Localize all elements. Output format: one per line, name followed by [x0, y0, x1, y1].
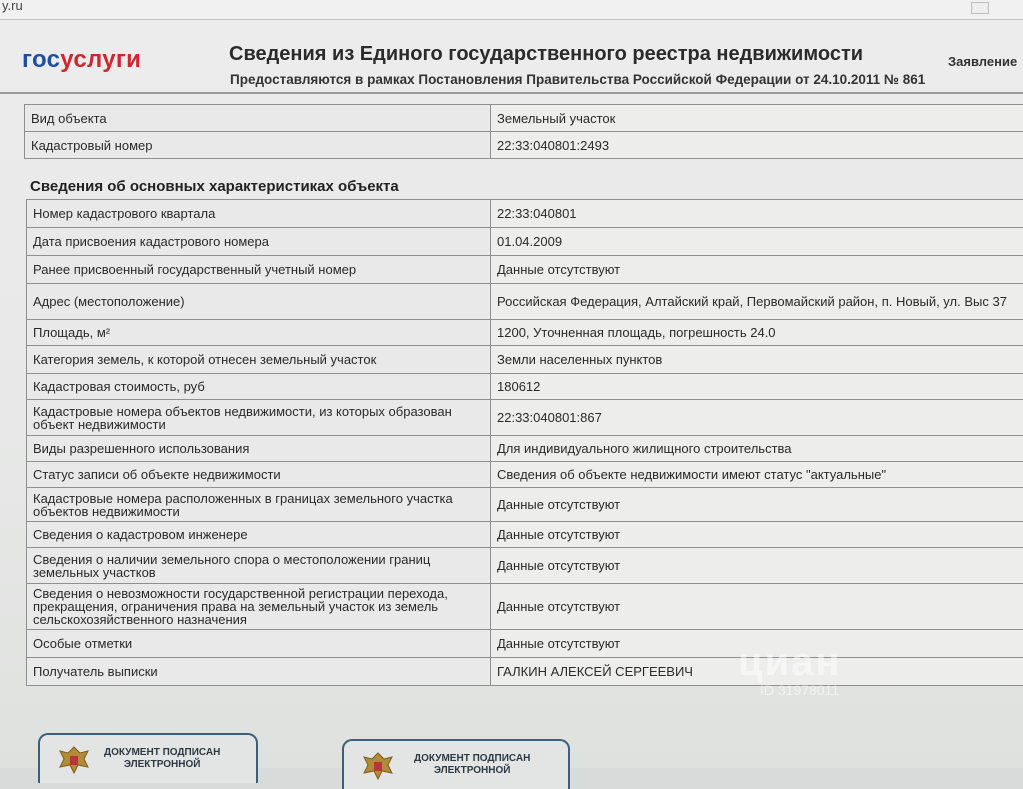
row-label: Особые отметки [27, 630, 491, 658]
row-value: ГАЛКИН АЛЕКСЕЙ СЕРГЕЕВИЧ [491, 658, 1023, 686]
watermark-id: ID 31978011 [760, 682, 839, 698]
row-label: Получатель выписки [27, 658, 491, 686]
page-title: Сведения из Единого государственного реестра недвижимости [229, 43, 863, 66]
stamp-text [104, 747, 220, 771]
signature-stamp-1 [38, 733, 258, 783]
stamp-line2: ЭЛЕКТРОННОЙ [434, 765, 511, 776]
row-label: Ранее присвоенный государственный учетный номер [27, 256, 491, 284]
table-row [27, 488, 1023, 522]
row-label: Кадастровый номер [25, 132, 491, 159]
row-label: Адрес (местоположение) [27, 284, 491, 320]
page-subtitle: Предоставляются в рамках Постановления Правительства Российской Федерации от 24.10.2011 № 861 [230, 72, 925, 87]
stamp-line1: ДОКУМЕНТ ПОДПИСАН [414, 753, 530, 764]
row-label: Кадастровые номера объектов недвижимости, из которых образован объект недвижимости [27, 400, 491, 436]
row-label: Виды разрешенного использования [27, 436, 491, 462]
row-value: 22:33:040801 [491, 200, 1023, 228]
table-row [27, 522, 1023, 548]
table-row [25, 105, 1023, 132]
emblem-icon [358, 749, 398, 783]
row-value: Данные отсутствуют [491, 488, 1023, 522]
table-row [27, 584, 1023, 630]
table-row [27, 346, 1023, 374]
logo-part-gos: гос [22, 46, 60, 73]
object-table [24, 104, 1023, 159]
table-row [27, 320, 1023, 346]
browser-top-bar [0, 0, 1023, 20]
statement-link[interactable]: Заявление [948, 54, 1017, 69]
row-label: Площадь, м² [27, 320, 491, 346]
row-value: 1200, Уточненная площадь, погрешность 24.0 [491, 320, 1023, 346]
row-label: Сведения о невозможности государственной регистрации перехода, прекращения, ограничения права на земельный участок из земель сельскохозяйственного назначения [27, 584, 491, 630]
row-label: Номер кадастрового квартала [27, 200, 491, 228]
stamp-text [414, 753, 530, 777]
table-row [27, 436, 1023, 462]
characteristics-table [26, 199, 1023, 686]
row-value: Сведения об объекте недвижимости имеют статус "актуальные" [491, 462, 1023, 488]
table-row [27, 374, 1023, 400]
row-label: Сведения о наличии земельного спора о местоположении границ земельных участков [27, 548, 491, 584]
row-label: Статус записи об объекте недвижимости [27, 462, 491, 488]
row-value: Данные отсутствуют [491, 584, 1023, 630]
row-value: Для индивидуального жилищного строительства [491, 436, 1023, 462]
address-fragment: y.ru [2, 0, 23, 13]
row-label: Кадастровая стоимость, руб [27, 374, 491, 400]
table-row [27, 658, 1023, 686]
row-label: Сведения о кадастровом инженере [27, 522, 491, 548]
table-row [27, 200, 1023, 228]
row-value: Российская Федерация, Алтайский край, Первомайский район, п. Новый, ул. Выс 37 [491, 284, 1023, 320]
table-row [27, 256, 1023, 284]
row-value: Данные отсутствуют [491, 630, 1023, 658]
gosuslugi-logo[interactable] [22, 46, 141, 74]
row-label: Дата присвоения кадастрового номера [27, 228, 491, 256]
logo-part-uslugi: услуги [60, 46, 141, 73]
header-divider [0, 92, 1023, 94]
row-value: Данные отсутствуют [491, 522, 1023, 548]
row-value: 01.04.2009 [491, 228, 1023, 256]
row-value: 180612 [491, 374, 1023, 400]
row-value: Земельный участок [491, 105, 1023, 132]
row-label: Категория земель, к которой отнесен земельный участок [27, 346, 491, 374]
table-row [27, 462, 1023, 488]
table-row [27, 284, 1023, 320]
section-title: Сведения об основных характеристиках объекта [30, 178, 399, 195]
row-label: Кадастровые номера расположенных в границах земельного участка объектов недвижимости [27, 488, 491, 522]
table-row [27, 630, 1023, 658]
row-label: Вид объекта [25, 105, 491, 132]
row-value: 22:33:040801:867 [491, 400, 1023, 436]
watermark-brand: циан [738, 640, 842, 685]
document-page [0, 20, 1023, 768]
row-value: 22:33:040801:2493 [491, 132, 1023, 159]
emblem-icon [54, 743, 94, 777]
table-row [27, 548, 1023, 584]
table-row [27, 400, 1023, 436]
row-value: Данные отсутствуют [491, 548, 1023, 584]
stamp-line2: ЭЛЕКТРОННОЙ [124, 759, 201, 770]
table-row [27, 228, 1023, 256]
window-button[interactable] [971, 2, 989, 14]
table-row [25, 132, 1023, 159]
stamp-line1: ДОКУМЕНТ ПОДПИСАН [104, 747, 220, 758]
row-value: Земли населенных пунктов [491, 346, 1023, 374]
signature-stamp-2 [342, 739, 570, 789]
row-value: Данные отсутствуют [491, 256, 1023, 284]
